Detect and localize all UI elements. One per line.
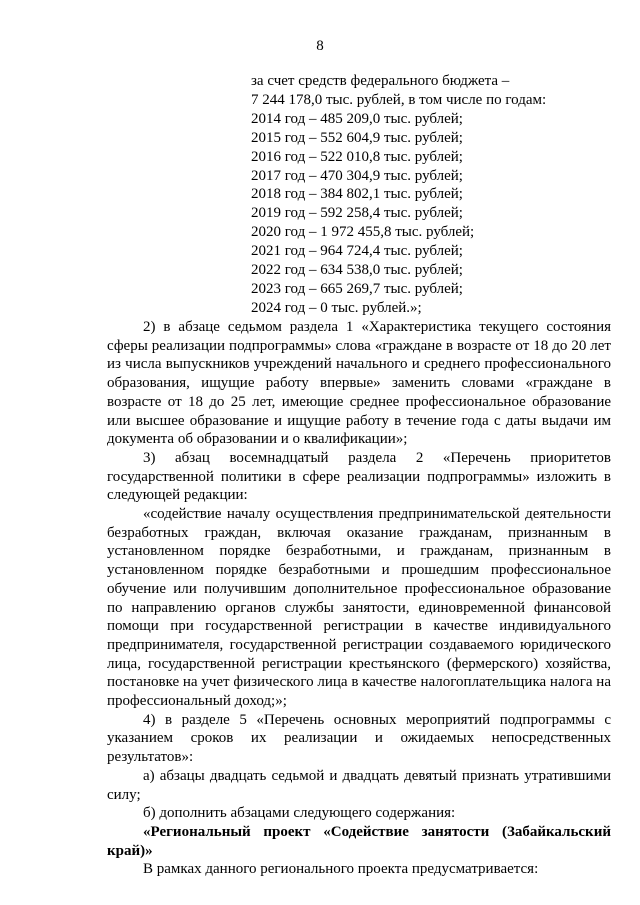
paragraph-item-3: 3) абзац восемнадцатый раздела 2 «Перечень приоритетов государственной политики в сфере реализации подпрограммы» изложить в следующей редакции: [107,449,611,504]
budget-year-line: 2024 год – 0 тыс. рублей.»; [251,299,422,316]
paragraph-item-3-quote: «содействие началу осуществления предпринимательской деятельности безработных граждан, включая оказание гражданам, признанным в установленном порядке безработными, и гражданам, признанным в установленном порядке безработными и прошедшим профессиональное обучение или получившим дополнительное профессиональное образование по направлению органов службы занятости, единовременной финансовой помощи при государственной регистрации в качестве индивидуального предпринимателя, государственной регистрации создаваемого юридического лица, государственной регистрации крестьянского (фермерского) хозяйства, постановке на учет физического лица в качестве налогоплательщика налога на профессиональный доход;»; [107,506,611,710]
paragraph-item-4b: б) дополнить абзацами следующего содержания: [143,805,456,822]
page-number: 8 [316,38,324,54]
budget-intro: за счет средств федерального бюджета – [251,73,510,89]
budget-block [251,72,581,318]
budget-year-line: 2014 год – 485 209,0 тыс. рублей; [251,110,463,127]
budget-total: 7 244 178,0 тыс. рублей, в том числе по годам: [251,91,547,108]
paragraph-item-4a: а) абзацы двадцать седьмой и двадцать девятый признать утратившими силу; [107,767,611,803]
budget-year-line: 2018 год – 384 802,1 тыс. рублей; [251,186,463,203]
project-intro: В рамках данного регионального проекта предусматривается: [143,861,539,878]
budget-year-line: 2015 год – 552 604,9 тыс. рублей; [251,129,463,146]
document-body [107,318,611,879]
budget-year-line: 2020 год – 1 972 455,8 тыс. рублей; [251,224,475,241]
budget-year-line: 2017 год – 470 304,9 тыс. рублей; [251,167,463,184]
project-title: «Региональный проект «Содействие занятости (Забайкальский край)» [107,823,611,859]
budget-year-line: 2022 год – 634 538,0 тыс. рублей; [251,262,463,279]
paragraph-item-2: 2) в абзаце седьмом раздела 1 «Характеристика текущего состояния сферы реализации подпрограммы» слова «граждане в возрасте от 18 до 20 лет из числа выпускников учреждений начального и среднего профессионального образования, ищущие работу впервые» заменить словами «граждане в возрасте от 18 до 25 лет, имеющие среднее профессиональное образование или высшее образование и ищущие работу в течение года с даты выдачи им документа об образовании и о квалификации»; [107,319,611,448]
budget-year-line: 2016 год – 522 010,8 тыс. рублей; [251,148,463,165]
budget-year-line: 2019 год – 592 258,4 тыс. рублей; [251,205,463,222]
budget-year-line: 2021 год – 964 724,4 тыс. рублей; [251,243,463,260]
budget-year-line: 2023 год – 665 269,7 тыс. рублей; [251,280,463,297]
paragraph-item-4: 4) в разделе 5 «Перечень основных мероприятий подпрограммы с указанием сроков их реализации и ожидаемых непосредственных результатов»: [107,711,611,766]
